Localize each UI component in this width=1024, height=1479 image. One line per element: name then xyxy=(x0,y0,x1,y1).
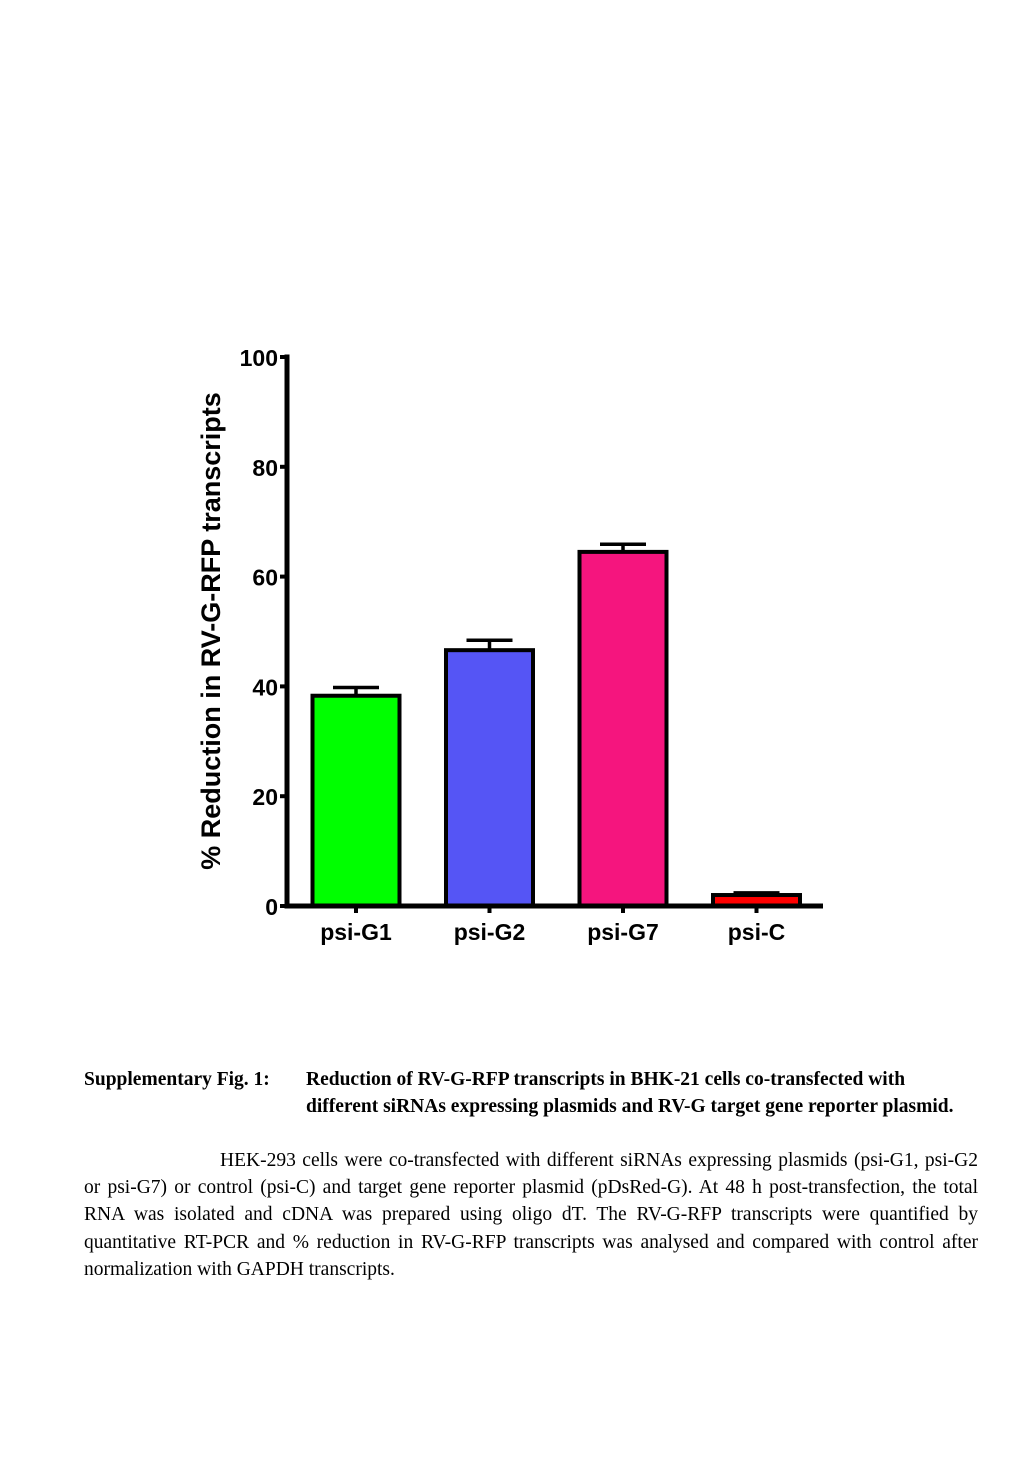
bars xyxy=(313,552,801,906)
bar-psi-G7 xyxy=(580,552,667,906)
figure-label: Supplementary Fig. 1: xyxy=(84,1069,270,1090)
x-tick-label: psi-G1 xyxy=(320,919,392,945)
x-tick-label: psi-G2 xyxy=(453,919,526,945)
x-tick-label: psi-C xyxy=(727,919,786,945)
y-tick-label: 0 xyxy=(265,894,278,920)
y-axis-label: % Reduction in RV-G-RFP transcripts xyxy=(196,392,226,870)
y-tick-label: 80 xyxy=(252,454,278,481)
figure-title: Reduction of RV-G-RFP transcripts in BHK-21 cells co-transfected with different siRNAs expressing plasmids and RV-G target gene reporter plasmid. xyxy=(306,1069,954,1117)
bar-psi-G1 xyxy=(313,696,400,906)
y-axis-ticks xyxy=(240,345,287,920)
x-axis-ticks xyxy=(320,906,785,945)
figure-caption-body: HEK-293 cells were co-transfected with different siRNAs expressing plasmids (psi-G1, psi-G2 or psi-G7) or control (psi-C) and target gene reporter plasmid (pDsRed-G). At 48 h post-transfection, the total RNA was isolated and cDNA was prepared using oligo dT. The RV-G-RFP transcripts were quantified by quantitative RT-PCR and % reduction in RV-G-RFP transcripts was analysed and compared with control after normalization with GAPDH transcripts. xyxy=(84,1150,978,1280)
x-tick-label: psi-G7 xyxy=(587,919,659,945)
y-tick-label: 60 xyxy=(252,564,278,591)
y-tick-label: 100 xyxy=(239,345,278,371)
y-tick-label: 40 xyxy=(252,674,278,701)
y-tick-label: 20 xyxy=(252,784,278,811)
bar-psi-G2 xyxy=(446,650,533,906)
